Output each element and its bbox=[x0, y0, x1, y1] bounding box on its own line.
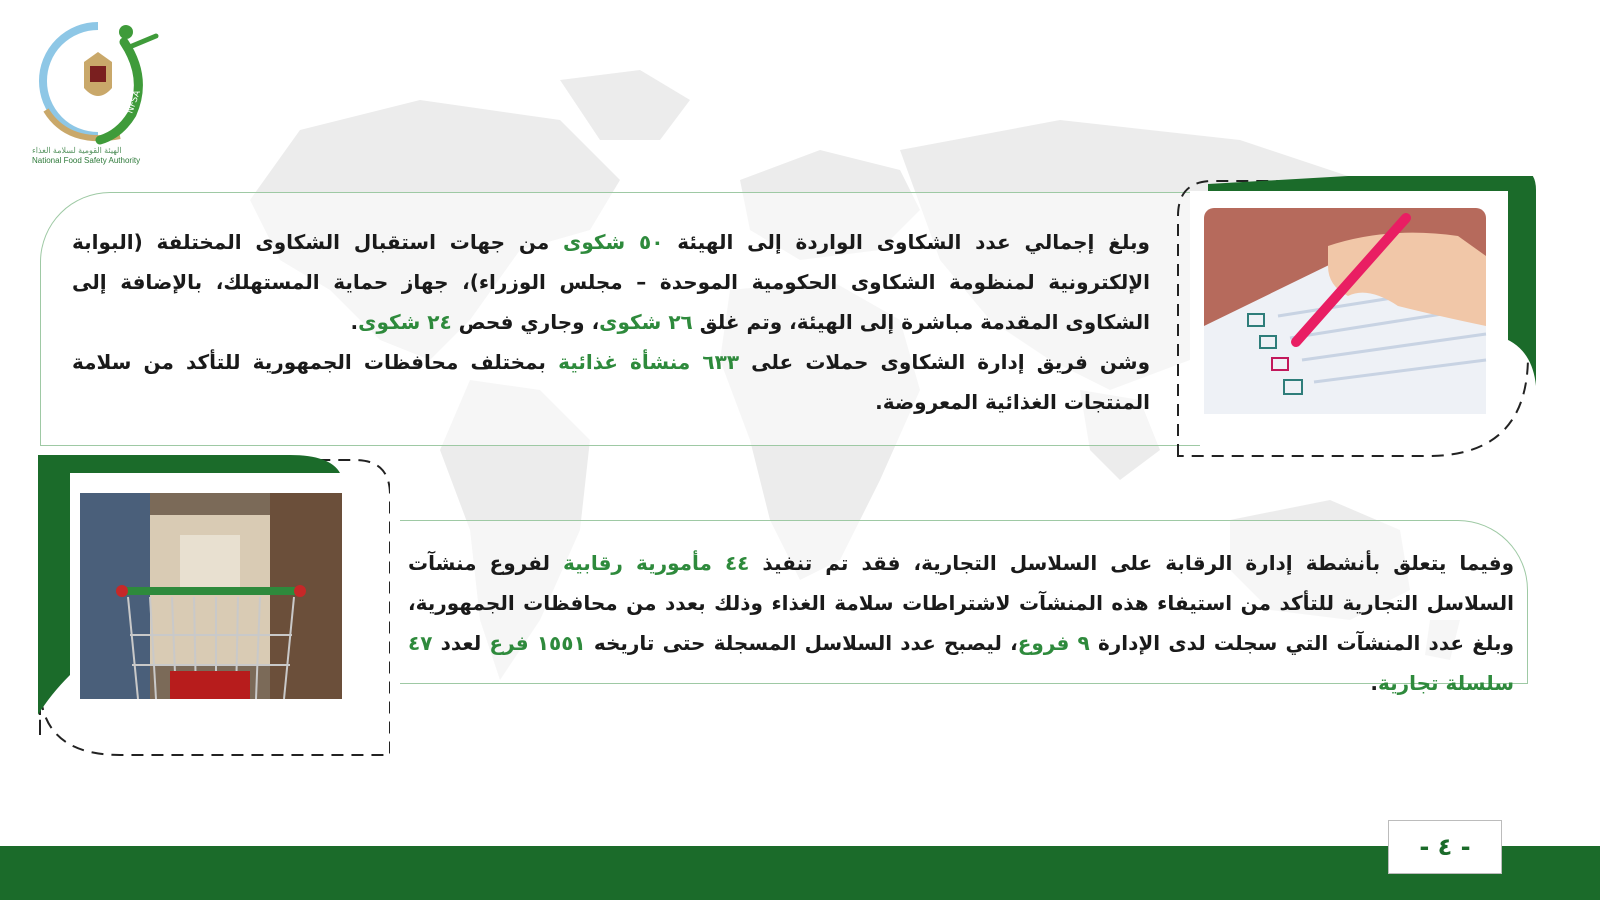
highlighted-figure: ٥٠ شكوى bbox=[563, 230, 664, 254]
highlighted-figure: ٢٦ شكوى bbox=[599, 310, 693, 334]
highlighted-figure: ٤٤ مأمورية رقابية bbox=[563, 551, 750, 575]
highlighted-figure: ٦٣٣ منشأة غذائية bbox=[558, 350, 740, 374]
complaints-paragraph bbox=[72, 222, 1150, 422]
paragraph-text: وفيما يتعلق بأنشطة إدارة الرقابة على السلاسل التجارية، فقد تم تنفيذ bbox=[749, 551, 1515, 575]
retail-chains-paragraph bbox=[408, 543, 1514, 703]
logo-name-en: National Food Safety Authority bbox=[32, 156, 141, 165]
checklist-pen-photo bbox=[1204, 208, 1486, 414]
retail-photo-frame bbox=[30, 455, 390, 760]
paragraph-text: . bbox=[350, 310, 359, 334]
logo-caption bbox=[32, 146, 172, 166]
paragraph-text: وبلغ إجمالي عدد الشكاوى الواردة إلى الهيئة bbox=[663, 230, 1150, 254]
footer-bar bbox=[0, 846, 1600, 900]
highlighted-figure: ٩ فروع bbox=[1017, 631, 1090, 655]
paragraph-line bbox=[408, 543, 1514, 703]
paragraph-text: بمختلف محافظات الجمهورية للتأكد من سلامة المنتجات الغذائية المعروضة. bbox=[72, 350, 1150, 414]
highlighted-figure: ١٥٥١ فرع bbox=[489, 631, 586, 655]
paragraph-line bbox=[72, 342, 1150, 422]
highlighted-figure: ٤٧ سلسلة تجارية bbox=[408, 631, 1514, 695]
paragraph-text: لفروع منشآت السلاسل التجارية للتأكد من استيفاء هذه المنشآت لاشتراطات سلامة الغذاء وذلك بعدد من محافظات الجمهورية، وبلغ عدد المنشآت التي سجلت لدى الإدارة bbox=[408, 551, 1514, 655]
svg-text:NFSA: NFSA bbox=[125, 89, 143, 116]
paragraph-text: لعدد bbox=[432, 631, 490, 655]
paragraph-text: من جهات استقبال الشكاوى المختلفة (البوابة الإلكترونية لمنظومة الشكاوى الحكومية الموحدة – مجلس الوزراء)، جهاز حماية المستهلك، بالإضافة إلى الشكاوى المقدمة مباشرة إلى الهيئة، وتم غلق bbox=[72, 230, 1150, 334]
page-number: - ٤ - bbox=[1388, 820, 1502, 874]
complaints-photo-frame bbox=[1168, 176, 1538, 466]
paragraph-text: ، ليصبح عدد السلاسل المسجلة حتى تاريخه bbox=[585, 631, 1018, 655]
shopping-cart-photo bbox=[80, 493, 342, 699]
paragraph-line bbox=[72, 222, 1150, 342]
paragraph-text: ، وجاري فحص bbox=[451, 310, 600, 334]
logo-name-ar: الهيئة القومية لسلامة الغذاء bbox=[32, 146, 122, 155]
paragraph-text: وشن فريق إدارة الشكاوى حملات على bbox=[739, 350, 1151, 374]
paragraph-text: . bbox=[1370, 671, 1378, 695]
highlighted-figure: ٢٤ شكوى bbox=[358, 310, 452, 334]
